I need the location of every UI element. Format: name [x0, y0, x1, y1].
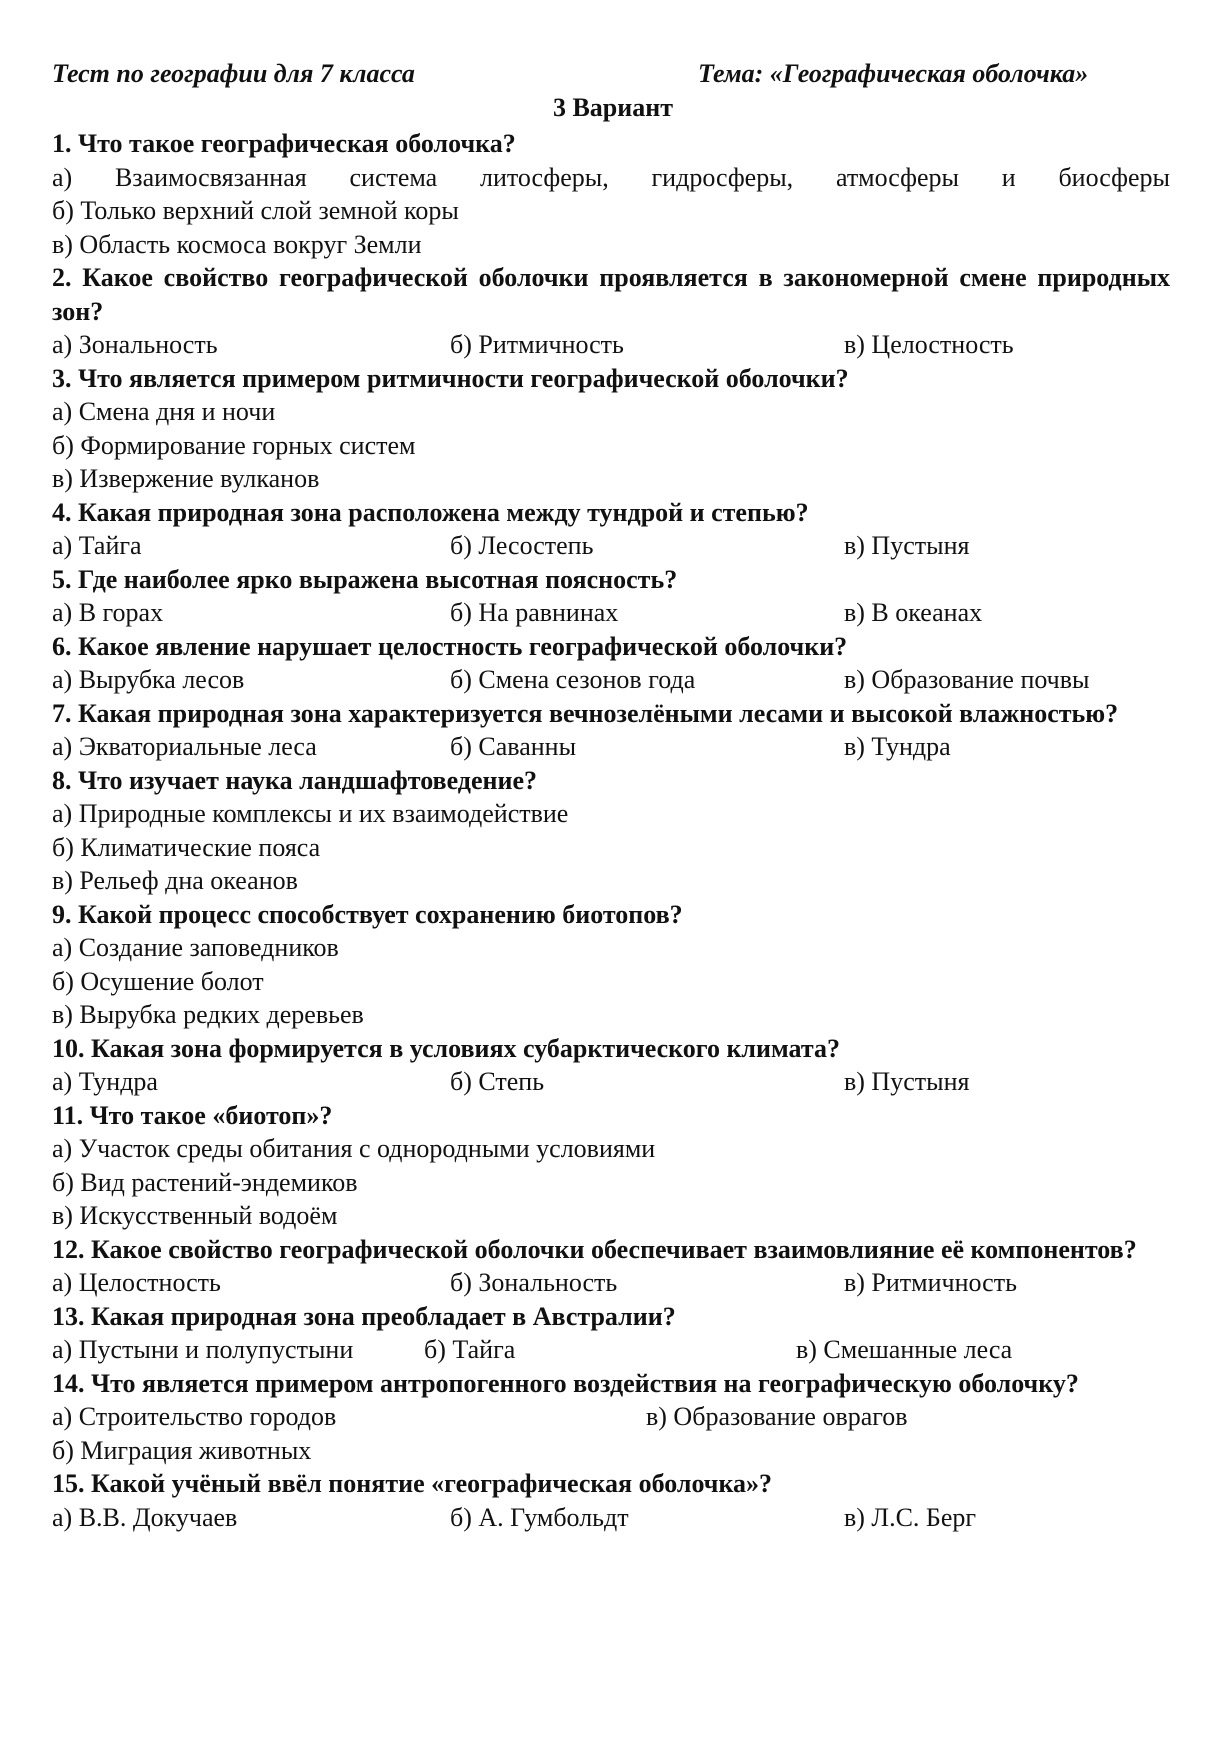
answer-option-a[interactable] [52, 161, 1170, 195]
answer-option-b[interactable]: б) Только верхний слой земной коры [52, 196, 459, 225]
question-text: 1. Что такое географическая оболочка? [52, 129, 516, 158]
answer-option-b[interactable]: б) Саванны [450, 732, 577, 761]
answer-option-c[interactable]: в) В океанах [844, 598, 983, 627]
question-text: 2. Какое свойство географической оболочки проявляется в закономерной смене природных зон? [52, 263, 1170, 326]
answer-option-b[interactable]: б) Смена сезонов года [450, 665, 696, 694]
answer-row [52, 1333, 1170, 1367]
answer-row [52, 1266, 1170, 1300]
answer-option-b[interactable]: б) Вид растений-эндемиков [52, 1167, 358, 1197]
answer-option-a[interactable]: а) Природные комплексы и их взаимодействие [52, 799, 569, 828]
answer-option-c[interactable]: в) Извержение вулканов [52, 464, 320, 493]
answer-option-c[interactable]: в) Искусственный водоём [52, 1201, 338, 1230]
question-text: 14. Что является примером антропогенного воздействия на географическую оболочку? [52, 1368, 1079, 1398]
answer-option-c[interactable]: в) Ритмичность [844, 1268, 1017, 1297]
question-text: 3. Что является примером ритмичности географической оболочки? [52, 363, 849, 393]
answer-option-a[interactable]: а) Тундра [52, 1067, 158, 1096]
answer-row [52, 1400, 1170, 1434]
answer-option-b[interactable]: б) Степь [450, 1067, 545, 1096]
question-text: 15. Какой учёный ввёл понятие «географическая оболочка»? [52, 1469, 773, 1498]
option-word: и [1001, 162, 1016, 192]
option-word: система [349, 162, 438, 192]
option-word: биосферы [1058, 162, 1170, 192]
answer-option-a[interactable]: а) Смена дня и ночи [52, 397, 276, 426]
answer-option-a[interactable]: а) Экваториальные леса [52, 732, 317, 761]
question-text: 11. Что такое «биотоп»? [52, 1100, 333, 1130]
answer-option-c[interactable]: в) Пустыня [844, 1067, 970, 1096]
question-text: 5. Где наиболее ярко выражена высотная поясность? [52, 564, 678, 594]
answer-option-a[interactable]: а) Тайга [52, 531, 142, 560]
answer-option-a[interactable]: а) Целостность [52, 1268, 221, 1297]
option-word: атмосферы [835, 162, 959, 192]
answer-option-c[interactable]: в) Л.С. Берг [844, 1502, 977, 1532]
question-text: 10. Какая зона формируется в условиях субарктического климата? [52, 1033, 840, 1063]
answer-option-b[interactable]: б) А. Гумбольдт [450, 1502, 629, 1532]
variant-label: 3 Вариант [552, 93, 674, 122]
option-word: Взаимосвязанная [114, 162, 307, 192]
question-text: 13. Какая природная зона преобладает в Австралии? [52, 1301, 676, 1331]
option-word: литосферы, [479, 162, 609, 192]
answer-option-c[interactable]: в) Образование оврагов [646, 1402, 908, 1431]
question-text: 12. Какое свойство географической оболочки обеспечивает взаимовлияние её компонентов? [52, 1234, 1137, 1264]
answer-row [52, 663, 1170, 697]
answer-option-b[interactable]: б) Зональность [450, 1268, 618, 1297]
answer-option-a[interactable]: а) В горах [52, 598, 164, 627]
answer-row [52, 328, 1170, 362]
question-text: 7. Какая природная зона характеризуется вечнозелёными лесами и высокой влажностью? [52, 698, 1119, 728]
answer-option-a[interactable]: а) Пустыни и полупустыни [52, 1335, 354, 1364]
answer-option-a[interactable]: а) Зональность [52, 330, 218, 359]
test-title: Тест по географии для 7 класса [52, 59, 415, 88]
answer-option-c[interactable]: в) Тундра [844, 732, 951, 761]
answer-option-b[interactable]: б) Тайга [424, 1335, 516, 1364]
question-text: 8. Что изучает наука ландшафтоведение? [52, 765, 537, 795]
answer-option-b[interactable]: б) На равнинах [450, 598, 619, 627]
answer-row [52, 596, 1170, 630]
answer-option-a[interactable]: а) Вырубка лесов [52, 665, 245, 694]
question-text: 4. Какая природная зона расположена между тундрой и степью? [52, 497, 809, 527]
answer-option-a[interactable]: а) Участок среды обитания с однородными условиями [52, 1134, 656, 1163]
answer-row [52, 1065, 1170, 1099]
answer-option-c[interactable]: в) Вырубка редких деревьев [52, 1000, 364, 1029]
question-text: 9. Какой процесс способствует сохранению биотопов? [52, 899, 683, 929]
answer-row [52, 730, 1170, 764]
answer-option-c[interactable]: в) Смешанные леса [796, 1335, 1013, 1364]
answer-row [52, 529, 1170, 563]
option-word: гидросферы, [651, 162, 794, 192]
option-word: а) [52, 162, 73, 192]
answer-option-c[interactable]: в) Область космоса вокруг Земли [52, 229, 422, 259]
answer-option-c[interactable]: в) Образование почвы [844, 665, 1090, 694]
answer-option-a[interactable]: а) Строительство городов [52, 1402, 337, 1431]
question-text: 6. Какое явление нарушает целостность географической оболочки? [52, 631, 848, 661]
answer-option-a[interactable]: а) В.В. Докучаев [52, 1502, 238, 1532]
answer-option-c[interactable]: в) Пустыня [844, 531, 970, 560]
answer-option-b[interactable]: б) Формирование горных систем [52, 430, 416, 460]
answer-option-b[interactable]: б) Осушение болот [52, 966, 264, 996]
answer-option-a[interactable]: а) Создание заповедников [52, 933, 339, 962]
answer-option-b[interactable]: б) Миграция животных [52, 1435, 312, 1465]
answer-option-b[interactable]: б) Климатические пояса [52, 832, 321, 862]
questions-list [52, 127, 1170, 1534]
answer-option-c[interactable]: в) Рельеф дна океанов [52, 866, 298, 895]
answer-option-c[interactable]: в) Целостность [844, 330, 1014, 359]
test-topic: Тема: «Географическая оболочка» [698, 59, 1089, 88]
answer-row [52, 1501, 1170, 1535]
answer-option-b[interactable]: б) Лесостепь [450, 531, 594, 560]
answer-option-b[interactable]: б) Ритмичность [450, 330, 624, 359]
